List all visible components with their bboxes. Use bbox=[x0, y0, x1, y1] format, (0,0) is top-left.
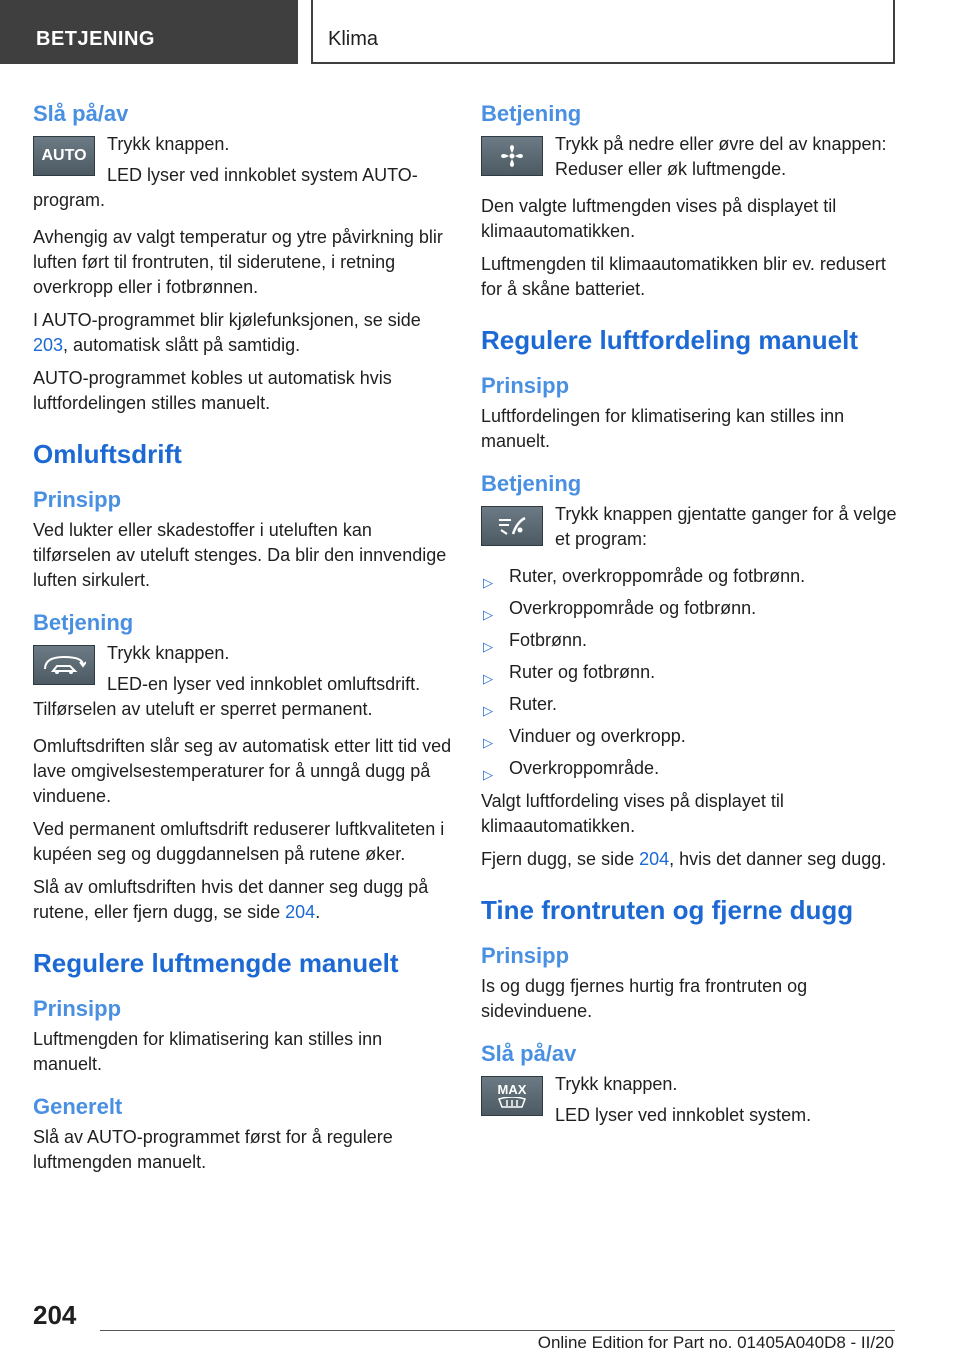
text: Is og dugg fjernes hurtig fra frontruten og sidevinduene. bbox=[481, 976, 808, 1021]
triangle-bullet-icon: ▷ bbox=[483, 607, 493, 622]
triangle-bullet-icon: ▷ bbox=[483, 735, 493, 750]
list-item bbox=[481, 756, 901, 781]
text: Ved permanent omluftsdrift reduserer luftkvaliteten i kupéen seg og duggdannelsen på rutene øker. bbox=[33, 819, 445, 864]
triangle-bullet-icon: ▷ bbox=[483, 639, 493, 654]
heading-slaa-paa-av: Slå på/av bbox=[33, 101, 129, 126]
page-link-204[interactable]: 204 bbox=[285, 902, 316, 922]
heading-regulere-luftmengde: Regulere luftmengde manuelt bbox=[33, 948, 399, 978]
text: LED lyser ved innkoblet system AUTO-program. bbox=[33, 165, 418, 210]
text: Ruter, overkroppområde og fotbrønn. bbox=[509, 566, 806, 586]
auto-button-row bbox=[33, 132, 453, 219]
text: , hvis det danner seg dugg. bbox=[669, 849, 887, 869]
heading-tine-frontruten: Tine frontruten og fjerne dugg bbox=[481, 895, 854, 925]
footer-divider bbox=[100, 1330, 895, 1331]
triangle-bullet-icon: ▷ bbox=[483, 575, 493, 590]
text: Trykk knappen. bbox=[107, 643, 230, 663]
max-defrost-button-row bbox=[481, 1072, 901, 1134]
text: LED lyser ved innkoblet system. bbox=[555, 1105, 812, 1125]
list-item bbox=[481, 564, 901, 589]
text: Slå av omluftsdriften hvis det danner seg dugg på rutene, eller fjern dugg, se side bbox=[33, 877, 429, 922]
heading-regulere-luftfordeling: Regulere luftfordeling manuelt bbox=[481, 325, 859, 355]
text: Overkroppområde og fotbrønn. bbox=[509, 598, 757, 618]
auto-button-icon: AUTO bbox=[33, 136, 95, 176]
page-link-204[interactable]: 204 bbox=[639, 849, 670, 869]
page-number: 204 bbox=[33, 1300, 77, 1330]
triangle-bullet-icon: ▷ bbox=[483, 703, 493, 718]
text: Den valgte luftmengden vises på displayet til klimaautomatikken. bbox=[481, 196, 837, 241]
text: Trykk på nedre eller øvre del av knappen: Reduser eller øk luftmengde. bbox=[555, 134, 887, 179]
heading-slaa-paa-av: Slå på/av bbox=[481, 1041, 577, 1066]
text: Ruter. bbox=[509, 694, 558, 714]
edition-text: Online Edition for Part no. 01405A040D8 - II/20 bbox=[537, 1333, 894, 1352]
max-label: MAX bbox=[497, 1082, 527, 1097]
list-item bbox=[481, 692, 901, 717]
max-defrost-icon bbox=[481, 1076, 543, 1116]
left-column bbox=[33, 100, 453, 1183]
text: Valgt luftfordeling vises på displayet til klimaautomatikken. bbox=[481, 791, 784, 836]
text: Ved lukter eller skadestoffer i uteluften kan tilførselen av uteluft stenges. Da blir den innvendige luften sirkulert. bbox=[33, 520, 447, 590]
text: Luftfordelingen for klimatisering kan stilles inn manuelt. bbox=[481, 406, 845, 451]
triangle-bullet-icon: ▷ bbox=[483, 767, 493, 782]
text: Overkroppområde. bbox=[509, 758, 660, 778]
text: Avhengig av valgt temperatur og ytre påvirkning blir luften ført til frontruten, til siderutene, i retning overkropp eller i fotbrønnen. bbox=[33, 227, 443, 297]
text bbox=[33, 875, 453, 925]
right-column bbox=[481, 100, 901, 1140]
text: . bbox=[315, 902, 321, 922]
text: , automatisk slått på samtidig. bbox=[63, 335, 301, 355]
text: Trykk knappen. bbox=[107, 134, 230, 154]
heading-betjening: Betjening bbox=[33, 610, 134, 635]
text: Vinduer og overkropp. bbox=[509, 726, 686, 746]
list-item bbox=[481, 660, 901, 685]
text bbox=[481, 847, 901, 872]
heading-generelt: Generelt bbox=[33, 1094, 123, 1119]
header-section: BETJENING bbox=[0, 0, 298, 64]
text: Omluftsdriften slår seg av automatisk etter litt tid ved lave omgivelsestemperaturer for å unngå dugg på vinduene. bbox=[33, 736, 452, 806]
program-list bbox=[481, 564, 901, 781]
air-distribution-icon bbox=[481, 506, 543, 546]
heading-betjening: Betjening bbox=[481, 101, 582, 126]
page-link-203[interactable]: 203 bbox=[33, 335, 64, 355]
fan-icon bbox=[481, 136, 543, 176]
text: Slå av AUTO-programmet først for å regulere luftmengden manuelt. bbox=[33, 1127, 393, 1172]
heading-prinsipp: Prinsipp bbox=[33, 487, 122, 512]
triangle-bullet-icon: ▷ bbox=[483, 671, 493, 686]
air-distribution-button-row bbox=[481, 502, 901, 558]
text: AUTO-programmet kobles ut automatisk hvis luftfordelingen stilles manuelt. bbox=[33, 368, 392, 413]
text: Luftmengden til klimaautomatikken blir ev. redusert for å skåne batteriet. bbox=[481, 254, 886, 299]
text: LED-en lyser ved innkoblet omluftsdrift. Tilførselen av uteluft er sperret permanent. bbox=[33, 674, 421, 719]
header-chapter: Klima bbox=[311, 0, 895, 64]
heading-prinsipp: Prinsipp bbox=[481, 943, 570, 968]
text: I AUTO-programmet blir kjølefunksjonen, se side bbox=[33, 310, 421, 330]
text: Luftmengden for klimatisering kan stilles inn manuelt. bbox=[33, 1029, 383, 1074]
heading-omluftsdrift: Omluftsdrift bbox=[33, 439, 182, 469]
text: Fjern dugg, se side bbox=[481, 849, 640, 869]
heading-betjening: Betjening bbox=[481, 471, 582, 496]
list-item bbox=[481, 724, 901, 749]
fan-button-row bbox=[481, 132, 901, 188]
heading-prinsipp: Prinsipp bbox=[33, 996, 122, 1021]
recirculation-button-row bbox=[33, 641, 453, 728]
text bbox=[33, 308, 453, 358]
text: Ruter og fotbrønn. bbox=[509, 662, 656, 682]
list-item bbox=[481, 596, 901, 621]
heading-prinsipp: Prinsipp bbox=[481, 373, 570, 398]
text: Fotbrønn. bbox=[509, 630, 588, 650]
list-item bbox=[481, 628, 901, 653]
text: Trykk knappen. bbox=[555, 1074, 678, 1094]
recirculation-icon bbox=[33, 645, 95, 685]
text: Trykk knappen gjentatte ganger for å velge et program: bbox=[555, 504, 897, 549]
